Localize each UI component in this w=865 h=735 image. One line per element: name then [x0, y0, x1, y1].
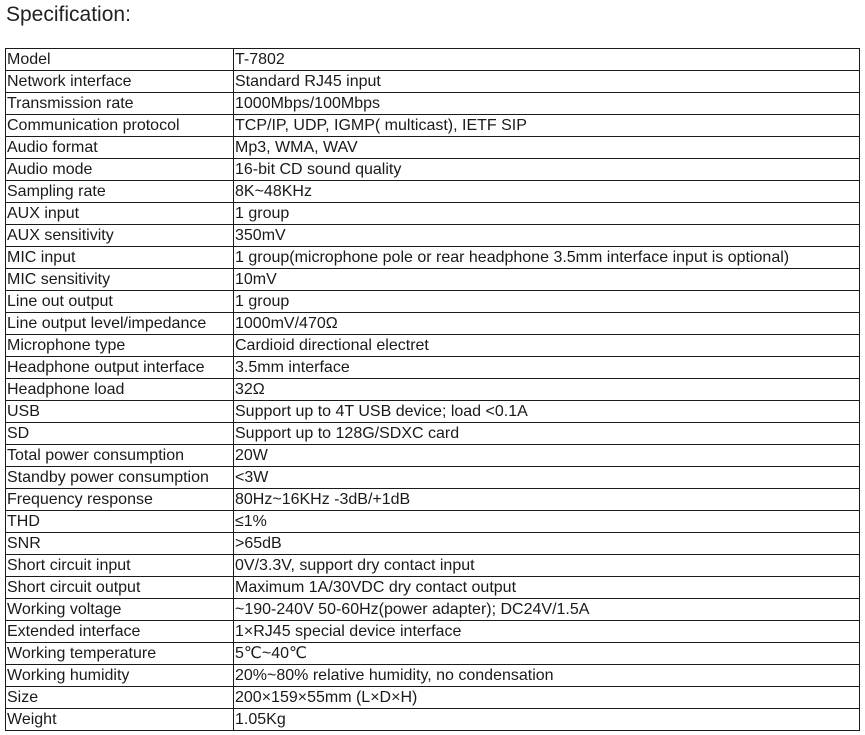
spec-label: SNR: [6, 533, 234, 555]
table-row: [6, 225, 860, 247]
spec-value: ~190-240V 50-60Hz(power adapter); DC24V/1.5A: [234, 599, 860, 621]
spec-value: <3W: [234, 467, 860, 489]
table-row: [6, 379, 860, 401]
table-row: [6, 247, 860, 269]
table-row: [6, 313, 860, 335]
spec-value: Support up to 128G/SDXC card: [234, 423, 860, 445]
spec-value: 1000mV/470Ω: [234, 313, 860, 335]
table-row: [6, 467, 860, 489]
spec-value: Support up to 4T USB device; load <0.1A: [234, 401, 860, 423]
spec-value: >65dB: [234, 533, 860, 555]
table-row: [6, 665, 860, 687]
spec-label: Short circuit input: [6, 555, 234, 577]
spec-label: Weight: [6, 709, 234, 731]
table-row: [6, 357, 860, 379]
table-row: [6, 93, 860, 115]
spec-label: Model: [6, 49, 234, 71]
spec-value: T-7802: [234, 49, 860, 71]
spec-value: 80Hz~16KHz -3dB/+1dB: [234, 489, 860, 511]
spec-label: Communication protocol: [6, 115, 234, 137]
spec-label: Line output level/impedance: [6, 313, 234, 335]
spec-value: 16-bit CD sound quality: [234, 159, 860, 181]
spec-label: Working temperature: [6, 643, 234, 665]
spec-value: Standard RJ45 input: [234, 71, 860, 93]
spec-value: Maximum 1A/30VDC dry contact output: [234, 577, 860, 599]
spec-value: 1000Mbps/100Mbps: [234, 93, 860, 115]
table-row: [6, 203, 860, 225]
table-row: [6, 269, 860, 291]
table-row: [6, 71, 860, 93]
table-row: [6, 687, 860, 709]
spec-value: 1 group(microphone pole or rear headphone 3.5mm interface input is optional): [234, 247, 860, 269]
table-row: [6, 423, 860, 445]
spec-label: Standby power consumption: [6, 467, 234, 489]
spec-label: Size: [6, 687, 234, 709]
spec-value: 1.05Kg: [234, 709, 860, 731]
table-row: [6, 137, 860, 159]
spec-label: MIC input: [6, 247, 234, 269]
spec-value: 1 group: [234, 291, 860, 313]
table-row: [6, 511, 860, 533]
spec-value: 200×159×55mm (L×D×H): [234, 687, 860, 709]
spec-value: 32Ω: [234, 379, 860, 401]
spec-value: 20W: [234, 445, 860, 467]
spec-table-body: [6, 49, 860, 731]
spec-label: Short circuit output: [6, 577, 234, 599]
table-row: [6, 181, 860, 203]
table-row: [6, 577, 860, 599]
spec-label: Microphone type: [6, 335, 234, 357]
table-row: [6, 643, 860, 665]
table-row: [6, 533, 860, 555]
spec-label: THD: [6, 511, 234, 533]
table-row: [6, 621, 860, 643]
spec-value: 8K~48KHz: [234, 181, 860, 203]
spec-value: 20%~80% relative humidity, no condensation: [234, 665, 860, 687]
table-row: [6, 599, 860, 621]
spec-label: SD: [6, 423, 234, 445]
spec-label: Working humidity: [6, 665, 234, 687]
spec-value: TCP/IP, UDP, IGMP( multicast), IETF SIP: [234, 115, 860, 137]
table-row: [6, 291, 860, 313]
spec-label: Headphone load: [6, 379, 234, 401]
spec-value: 3.5mm interface: [234, 357, 860, 379]
table-row: [6, 709, 860, 731]
spec-value: 1 group: [234, 203, 860, 225]
page-title: Specification:: [6, 3, 131, 26]
table-row: [6, 555, 860, 577]
spec-label: Audio mode: [6, 159, 234, 181]
table-row: [6, 445, 860, 467]
spec-value: Cardioid directional electret: [234, 335, 860, 357]
spec-label: Network interface: [6, 71, 234, 93]
spec-label: Headphone output interface: [6, 357, 234, 379]
spec-label: Frequency response: [6, 489, 234, 511]
spec-label: MIC sensitivity: [6, 269, 234, 291]
table-row: [6, 489, 860, 511]
table-row: [6, 115, 860, 137]
spec-value: 10mV: [234, 269, 860, 291]
spec-value: ≤1%: [234, 511, 860, 533]
spec-table: [5, 48, 860, 731]
table-row: [6, 401, 860, 423]
table-row: [6, 159, 860, 181]
spec-label: Line out output: [6, 291, 234, 313]
spec-value: 0V/3.3V, support dry contact input: [234, 555, 860, 577]
spec-label: Working voltage: [6, 599, 234, 621]
spec-label: Audio format: [6, 137, 234, 159]
spec-value: Mp3, WMA, WAV: [234, 137, 860, 159]
table-row: [6, 49, 860, 71]
spec-label: Sampling rate: [6, 181, 234, 203]
spec-label: AUX sensitivity: [6, 225, 234, 247]
spec-value: 350mV: [234, 225, 860, 247]
spec-value: 5℃~40℃: [234, 643, 860, 665]
spec-label: AUX input: [6, 203, 234, 225]
spec-label: USB: [6, 401, 234, 423]
spec-value: 1×RJ45 special device interface: [234, 621, 860, 643]
spec-label: Transmission rate: [6, 93, 234, 115]
spec-label: Total power consumption: [6, 445, 234, 467]
spec-label: Extended interface: [6, 621, 234, 643]
table-row: [6, 335, 860, 357]
